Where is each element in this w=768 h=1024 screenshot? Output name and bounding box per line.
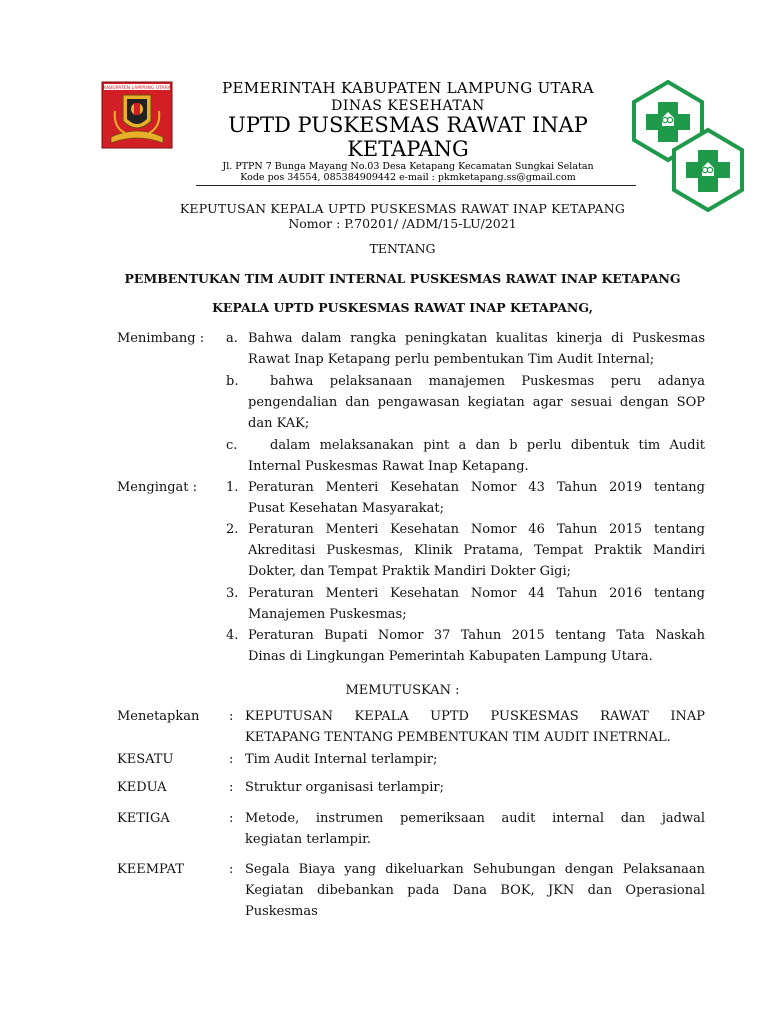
decree-title: KEPUTUSAN KEPALA UPTD PUSKESMAS RAWAT INAP KETAPANG [179, 201, 626, 216]
mengingat-4-line1: Peraturan Bupati Nomor 37 Tahun 2015 tentang Tata Naskah [248, 628, 705, 643]
header-divider [196, 185, 636, 186]
dictum-kedua-text: Struktur organisasi terlampir; [245, 780, 445, 795]
mengingat-4-mark: 4. [226, 628, 239, 643]
puskesmas-logo [632, 80, 744, 212]
header-government: PEMERINTAH KABUPATEN LAMPUNG UTARA [222, 79, 594, 97]
decree-about: TENTANG [369, 241, 436, 256]
dictum-kesatu-text: Tim Audit Internal terlampir; [245, 752, 438, 767]
mengingat-4-line2: Dinas di Lingkungan Pemerintah Kabupaten Lampung Utara. [248, 649, 653, 664]
menimbang-c-line1: dalam melaksanakan pint a dan b perlu dibentuk tim Audit [270, 438, 705, 453]
decree-number: Nomor : P.70201/ /ADM/15-LU/2021 [288, 216, 517, 231]
menimbang-b-line1: bahwa pelaksanaan manajemen Puskesmas peru adanya [270, 374, 705, 389]
mengingat-2-line1: Peraturan Menteri Kesehatan Nomor 46 Tahun 2015 tentang [248, 522, 705, 537]
kabupaten-lampung-utara-logo [101, 81, 173, 149]
dictum-kesatu-label: KESATU [117, 752, 174, 767]
header-institution: UPTD PUSKESMAS RAWAT INAP [228, 113, 588, 137]
dictum-menetapkan-colon: : [229, 709, 234, 724]
dictum-kedua-label: KEDUA [117, 780, 167, 795]
menimbang-c-line2: Internal Puskesmas Rawat Inap Ketapang. [248, 459, 529, 474]
mengingat-2-line3: Dokter, dan Tempat Praktik Mandiri Dokter Gigi; [248, 564, 571, 579]
menimbang-b-mark: b. [226, 374, 239, 389]
mengingat-2-line2: Akreditasi Puskesmas, Klinik Pratama, Tempat Praktik Mandiri [248, 543, 705, 558]
menimbang-a-line2: Rawat Inap Ketapang perlu pembentukan Tim Audit Internal; [248, 352, 655, 367]
dictum-menetapkan-label: Menetapkan [117, 709, 200, 724]
mengingat-1-line1: Peraturan Menteri Kesehatan Nomor 43 Tahun 2019 tentang [248, 480, 705, 495]
dictum-ketiga-colon: : [229, 811, 234, 826]
menimbang-b-line2: pengendalian dan pengawasan kegiatan agar sesuai dengan SOP [248, 395, 705, 410]
decree-subject: PEMBENTUKAN TIM AUDIT INTERNAL PUSKESMAS RAWAT INAP KETAPANG [124, 271, 681, 286]
mengingat-3-line2: Manajemen Puskesmas; [248, 607, 407, 622]
menimbang-c-mark: c. [226, 438, 238, 453]
decree-issuer: KEPALA UPTD PUSKESMAS RAWAT INAP KETAPANG, [212, 300, 593, 315]
dictum-keempat-label: KEEMPAT [117, 862, 184, 877]
menimbang-b-line3: dan KAK; [248, 416, 310, 431]
header-contact: Kode pos 34554, 085384909442 e-mail : pkmketapang.ss@gmail.com [240, 172, 576, 183]
dictum-kesatu-colon: : [229, 752, 234, 767]
menimbang-a-line1: Bahwa dalam rangka peningkatan kualitas kinerja di Puskesmas [248, 331, 705, 346]
dictum-keempat-line3: Puskesmas [245, 904, 318, 919]
mengingat-3-line1: Peraturan Menteri Kesehatan Nomor 44 Tahun 2016 tentang [248, 586, 705, 601]
dictum-keempat-line2: Kegiatan dibebankan pada Dana BOK, JKN dan Operasional [245, 883, 705, 898]
mengingat-2-mark: 2. [226, 522, 239, 537]
mengingat-1-line2: Pusat Kesehatan Masyarakat; [248, 501, 444, 516]
memutuskan-heading: MEMUTUSKAN : [345, 683, 460, 698]
menimbang-a-mark: a. [226, 331, 238, 346]
svg-text:KABUPATEN LAMPUNG UTARA: KABUPATEN LAMPUNG UTARA [103, 86, 171, 91]
header-location: KETAPANG [347, 137, 469, 161]
header-department: DINAS KESEHATAN [331, 98, 485, 114]
dictum-keempat-colon: : [229, 862, 234, 877]
menimbang-label: Menimbang : [117, 331, 205, 346]
dictum-ketiga-label: KETIGA [117, 811, 170, 826]
dictum-ketiga-line2: kegiatan terlampir. [245, 832, 372, 847]
header-address: Jl. PTPN 7 Bunga Mayang No.03 Desa Ketapang Kecamatan Sungkai Selatan [222, 161, 594, 172]
dictum-menetapkan-line1: KEPUTUSAN KEPALA UPTD PUSKESMAS RAWAT INAP [245, 709, 705, 724]
dictum-menetapkan-line2: KETAPANG TENTANG PEMBENTUKAN TIM AUDIT INETRNAL. [245, 730, 671, 745]
dictum-keempat-line1: Segala Biaya yang dikeluarkan Sehubungan dengan Pelaksanaan [245, 862, 705, 877]
dictum-kedua-colon: : [229, 780, 234, 795]
dictum-ketiga-line1: Metode, instrumen pemeriksaan audit internal dan jadwal [245, 811, 705, 826]
mengingat-1-mark: 1. [226, 480, 239, 495]
mengingat-label: Mengingat : [117, 480, 198, 495]
mengingat-3-mark: 3. [226, 586, 239, 601]
